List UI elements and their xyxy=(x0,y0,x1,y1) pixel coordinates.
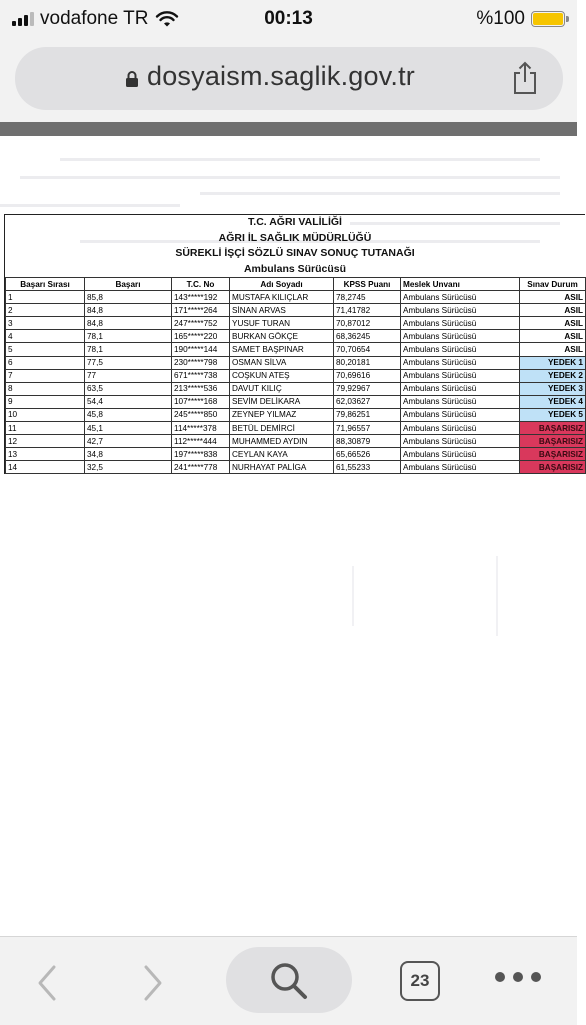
lock-icon xyxy=(125,71,139,87)
cell-tc: 112*****444 xyxy=(172,435,230,448)
cell-name: SİNAN ARVAS xyxy=(230,304,334,317)
cell-kpss: 71,41782 xyxy=(334,304,401,317)
cell-title: Ambulans Sürücüsü xyxy=(401,382,520,395)
cell-score: 45,1 xyxy=(85,422,172,435)
cell-name: OSMAN SİLVA xyxy=(230,356,334,369)
cell-tc: 671*****738 xyxy=(172,369,230,382)
cell-rank: 2 xyxy=(6,304,85,317)
bleed-line xyxy=(352,566,354,626)
cell-title: Ambulans Sürücüsü xyxy=(401,422,520,435)
table-row xyxy=(6,291,586,304)
cell-title: Ambulans Sürücüsü xyxy=(401,291,520,304)
cell-kpss: 88,30879 xyxy=(334,435,401,448)
cell-title: Ambulans Sürücüsü xyxy=(401,448,520,461)
cell-tc: 171*****264 xyxy=(172,304,230,317)
cell-rank: 10 xyxy=(6,408,85,421)
col-tc-header: T.C. No xyxy=(172,278,230,291)
cell-name: SAMET BAŞPINAR xyxy=(230,343,334,356)
cell-tc: 241*****778 xyxy=(172,461,230,474)
cell-status: YEDEK 2 xyxy=(520,369,586,382)
bleed-line xyxy=(60,158,540,161)
cell-kpss: 65,66526 xyxy=(334,448,401,461)
cell-kpss: 70,69616 xyxy=(334,369,401,382)
table-row xyxy=(6,317,586,330)
cell-kpss: 70,87012 xyxy=(334,317,401,330)
cell-tc: 197*****838 xyxy=(172,448,230,461)
bleed-line xyxy=(200,192,560,195)
cell-tc: 190*****144 xyxy=(172,343,230,356)
cell-kpss: 80,20181 xyxy=(334,356,401,369)
table-row xyxy=(6,330,586,343)
cell-score: 63,5 xyxy=(85,382,172,395)
cell-title: Ambulans Sürücüsü xyxy=(401,304,520,317)
cell-kpss: 61,55233 xyxy=(334,461,401,474)
cell-score: 42,7 xyxy=(85,435,172,448)
cell-name: ZEYNEP YILMAZ xyxy=(230,408,334,421)
cell-rank: 13 xyxy=(6,448,85,461)
cell-title: Ambulans Sürücüsü xyxy=(401,317,520,330)
table-row xyxy=(6,369,586,382)
cell-title: Ambulans Sürücüsü xyxy=(401,343,520,356)
table-row xyxy=(6,343,586,356)
results-sheet xyxy=(4,214,585,474)
cell-title: Ambulans Sürücüsü xyxy=(401,330,520,343)
cell-rank: 7 xyxy=(6,369,85,382)
cell-tc: 107*****168 xyxy=(172,395,230,408)
cell-score: 32,5 xyxy=(85,461,172,474)
table-row xyxy=(6,304,586,317)
cell-status: ASIL xyxy=(520,291,586,304)
cell-status: BAŞARISIZ xyxy=(520,422,586,435)
cell-kpss: 62,03627 xyxy=(334,395,401,408)
cell-name: SEVİM DELİKARA xyxy=(230,395,334,408)
cell-status: BAŞARISIZ xyxy=(520,461,586,474)
title-exam: SÜREKLİ İŞÇİ SÖZLÜ SINAV SONUÇ TUTANAĞI xyxy=(175,247,415,259)
cell-status: YEDEK 4 xyxy=(520,395,586,408)
cell-name: NURHAYAT PALİGA xyxy=(230,461,334,474)
cell-status: ASIL xyxy=(520,343,586,356)
cell-name: COŞKUN ATEŞ xyxy=(230,369,334,382)
address-bar[interactable] xyxy=(15,47,563,110)
cell-score: 85,8 xyxy=(85,291,172,304)
table-row xyxy=(6,356,586,369)
cell-rank: 12 xyxy=(6,435,85,448)
more-icon[interactable] xyxy=(492,967,544,987)
cell-status: BAŞARISIZ xyxy=(520,448,586,461)
cell-title: Ambulans Sürücüsü xyxy=(401,369,520,382)
table-row xyxy=(6,408,586,421)
cell-rank: 8 xyxy=(6,382,85,395)
title-governorship: T.C. AĞRI VALİLİĞİ xyxy=(248,216,342,228)
cell-status: YEDEK 1 xyxy=(520,356,586,369)
table-row xyxy=(6,435,586,448)
cell-rank: 5 xyxy=(6,343,85,356)
cell-score: 78,1 xyxy=(85,343,172,356)
cell-status: ASIL xyxy=(520,317,586,330)
col-rank-header: Başarı Sırası xyxy=(6,278,85,291)
cell-rank: 14 xyxy=(6,461,85,474)
cell-title: Ambulans Sürücüsü xyxy=(401,435,520,448)
table-row xyxy=(6,382,586,395)
table-body xyxy=(6,291,586,474)
cell-score: 77,5 xyxy=(85,356,172,369)
battery-percent: %100 xyxy=(476,8,525,29)
col-kpss-header: KPSS Puanı xyxy=(334,278,401,291)
status-right xyxy=(476,8,565,30)
bleed-line xyxy=(20,176,560,179)
col-title-header: Meslek Unvanı xyxy=(401,278,520,291)
col-status-header: Sınav Durum xyxy=(520,278,586,291)
cell-score: 78,1 xyxy=(85,330,172,343)
cell-status: ASIL xyxy=(520,330,586,343)
cell-name: BETÜL DEMİRCİ xyxy=(230,422,334,435)
search-button[interactable] xyxy=(226,947,352,1013)
cell-rank: 3 xyxy=(6,317,85,330)
cell-status: BAŞARISIZ xyxy=(520,435,586,448)
cell-name: CEYLAN KAYA xyxy=(230,448,334,461)
cell-tc: 143*****192 xyxy=(172,291,230,304)
table-row xyxy=(6,422,586,435)
status-bar xyxy=(0,0,577,40)
cell-tc: 213*****536 xyxy=(172,382,230,395)
page-top-border xyxy=(0,122,577,136)
cell-kpss: 71,96557 xyxy=(334,422,401,435)
cell-name: DAVUT KILIÇ xyxy=(230,382,334,395)
search-icon xyxy=(267,959,311,1003)
chevron-right-icon[interactable] xyxy=(138,963,168,1003)
cell-name: MUSTAFA KILIÇLAR xyxy=(230,291,334,304)
clock: 00:13 xyxy=(264,8,313,29)
table-header-row xyxy=(6,278,586,291)
tabs-button[interactable]: 23 xyxy=(400,961,440,1001)
cell-tc: 245*****850 xyxy=(172,408,230,421)
cell-rank: 4 xyxy=(6,330,85,343)
cell-score: 84,8 xyxy=(85,317,172,330)
bleed-line xyxy=(0,204,180,207)
cell-score: 45,8 xyxy=(85,408,172,421)
cell-tc: 114*****378 xyxy=(172,422,230,435)
cell-title: Ambulans Sürücüsü xyxy=(401,356,520,369)
cell-name: YUSUF TURAN xyxy=(230,317,334,330)
cell-score: 54,4 xyxy=(85,395,172,408)
share-icon[interactable] xyxy=(511,61,539,95)
cell-title: Ambulans Sürücüsü xyxy=(401,408,520,421)
bleed-line xyxy=(496,556,498,636)
col-score-header: Başarı xyxy=(85,278,172,291)
cell-title: Ambulans Sürücüsü xyxy=(401,461,520,474)
cell-kpss: 79,92967 xyxy=(334,382,401,395)
cell-status: YEDEK 5 xyxy=(520,408,586,421)
table-row xyxy=(6,461,586,474)
cell-name: BURKAN GÖKÇE xyxy=(230,330,334,343)
cell-tc: 165*****220 xyxy=(172,330,230,343)
chevron-left-icon[interactable] xyxy=(32,963,62,1003)
cell-kpss: 70,70654 xyxy=(334,343,401,356)
cell-kpss: 68,36245 xyxy=(334,330,401,343)
cell-score: 34,8 xyxy=(85,448,172,461)
sheet-header xyxy=(5,215,585,277)
title-position: Ambulans Sürücüsü xyxy=(243,262,347,275)
address-area xyxy=(0,40,577,122)
cell-kpss: 78,2745 xyxy=(334,291,401,304)
cell-rank: 9 xyxy=(6,395,85,408)
cell-tc: 230*****798 xyxy=(172,356,230,369)
cell-score: 77 xyxy=(85,369,172,382)
cell-rank: 11 xyxy=(6,422,85,435)
cell-status: ASIL xyxy=(520,304,586,317)
table-row xyxy=(6,448,586,461)
cell-kpss: 79,86251 xyxy=(334,408,401,421)
cell-status: YEDEK 3 xyxy=(520,382,586,395)
col-name-header: Adı Soyadı xyxy=(230,278,334,291)
url-text[interactable]: dosyaism.saglik.gov.tr xyxy=(147,61,415,91)
cell-name: MUHAMMED AYDIN xyxy=(230,435,334,448)
battery-icon xyxy=(531,11,565,27)
cell-tc: 247*****752 xyxy=(172,317,230,330)
cell-score: 84,8 xyxy=(85,304,172,317)
cell-rank: 1 xyxy=(6,291,85,304)
cell-title: Ambulans Sürücüsü xyxy=(401,395,520,408)
bottom-toolbar xyxy=(0,936,577,1025)
title-directorate: AĞRI İL SAĞLIK MÜDÜRLÜĞÜ xyxy=(218,231,372,244)
table-row xyxy=(6,395,586,408)
carrier-label: vodafone TR xyxy=(40,8,149,29)
results-table xyxy=(5,277,586,474)
cell-rank: 6 xyxy=(6,356,85,369)
